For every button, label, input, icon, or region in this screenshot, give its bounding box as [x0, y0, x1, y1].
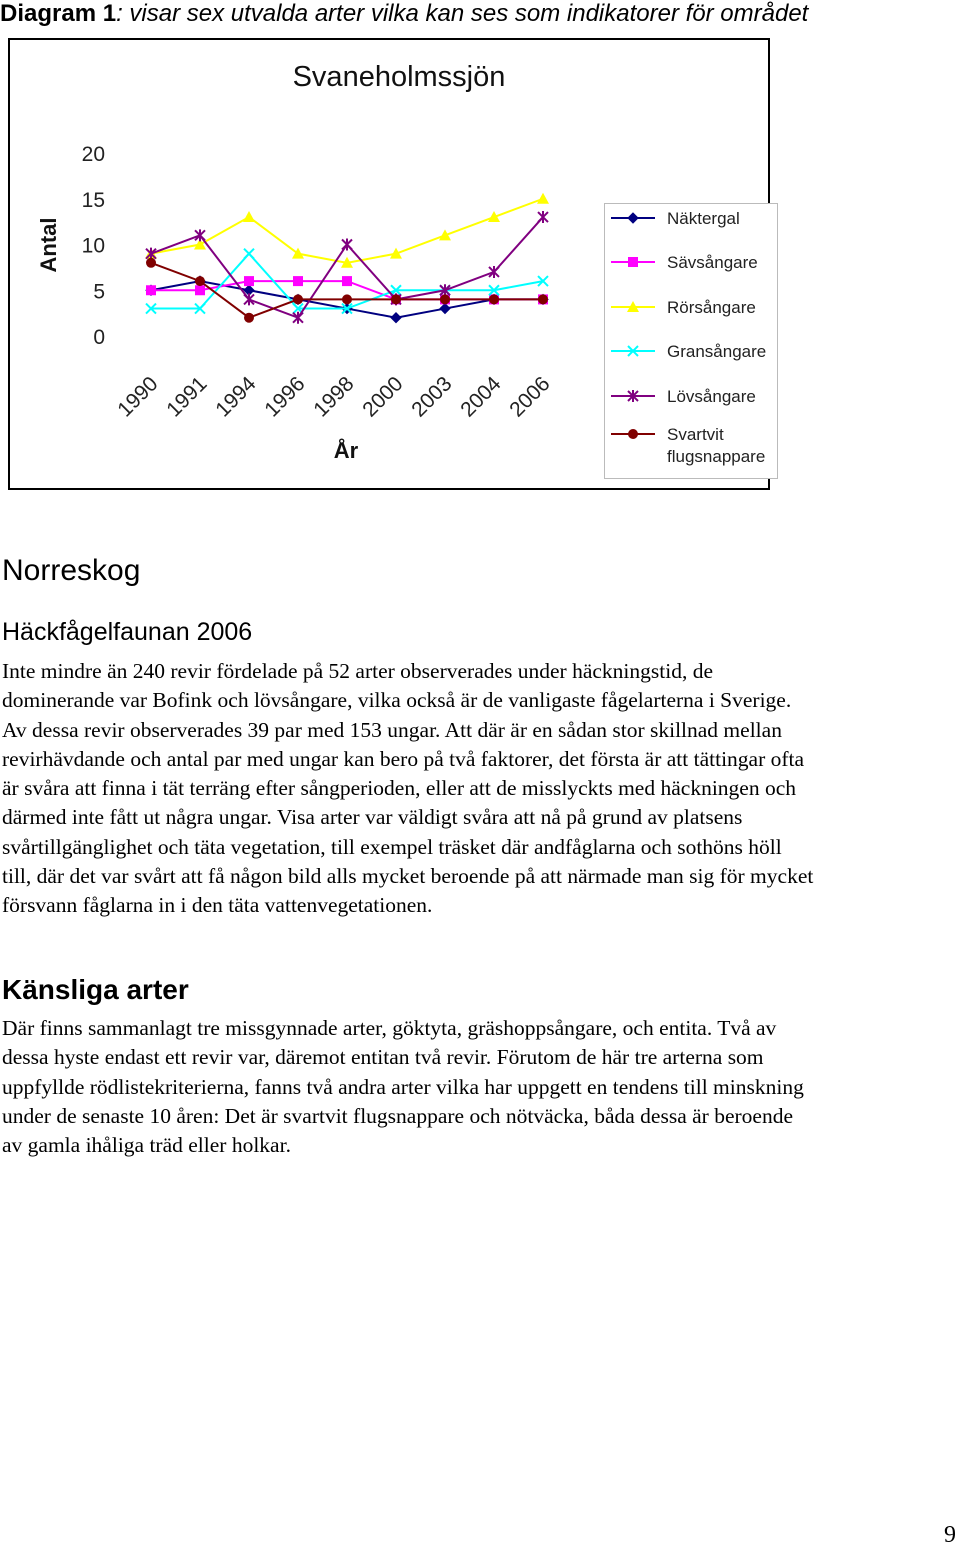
paragraph-line: till, där det var svårt att få någon bild alls mycket beroende på att närmade man sig för mycket — [2, 864, 814, 889]
paragraph-line: av gamla ihåliga träd eller holkar. — [2, 1133, 291, 1158]
data-point — [390, 248, 402, 259]
x-tick-label: 2006 — [505, 372, 555, 422]
y-tick-label: 5 — [93, 280, 105, 304]
y-tick-label: 10 — [81, 234, 105, 258]
data-point — [538, 294, 548, 304]
series-line — [151, 199, 543, 263]
chart-title: Svaneholmssjön — [292, 61, 506, 93]
caption-label: Diagram 1 — [0, 0, 117, 27]
paragraph-line: dessa hyste endast ett revir var, däremot entitan två revir. Förutom de här tre arterna som — [2, 1045, 764, 1070]
data-point — [342, 276, 352, 286]
section-subtitle: Häckfågelfaunan 2006 — [2, 618, 253, 646]
legend-label: Näktergal — [667, 209, 740, 228]
legend-marker — [611, 208, 655, 228]
legend-symbol — [628, 429, 638, 439]
x-tick-label: 1994 — [211, 372, 261, 422]
chart-frame — [8, 38, 770, 490]
figure-caption — [0, 0, 808, 28]
paragraph-line: under de senaste 10 åren: Det är svartvit flugsnappare och nötväcka, båda dessa är beroende — [2, 1103, 793, 1128]
data-point — [293, 294, 303, 304]
y-axis-label: Antal — [36, 217, 61, 273]
legend-marker — [611, 297, 655, 317]
y-tick-label: 0 — [93, 326, 105, 349]
paragraph-norreskog — [2, 657, 960, 921]
data-point — [537, 193, 549, 204]
paragraph-line: Där finns sammanlagt tre missgynnade arter, göktyta, gräshoppsångare, och entita. Två av — [2, 1016, 777, 1040]
data-point — [489, 266, 499, 278]
legend-label: Lövsångare — [667, 387, 756, 406]
legend-label: Gransångare — [667, 342, 767, 361]
data-point — [391, 313, 401, 323]
legend-marker — [611, 341, 655, 361]
paragraph-line: Inte mindre än 240 revir fördelade på 52 arter observerades under häckningstid, de — [2, 659, 714, 683]
legend-symbol — [628, 257, 638, 267]
series-3 — [145, 193, 549, 268]
y-tick-label: 20 — [81, 143, 105, 166]
paragraph-line: därmed inte fått ut några ungar. Visa arter var väldigt svåra att nå på grund av platsens — [2, 805, 743, 830]
data-point — [244, 249, 254, 259]
data-point — [195, 229, 205, 241]
legend-label: Svartvit flugsnappare — [667, 425, 766, 466]
legend-marker — [611, 252, 655, 272]
data-point — [146, 285, 156, 295]
paragraph-line: Av dessa revir observerades 39 par med 153 ungar. Att där är en sådan stor skillnad mellan — [2, 717, 782, 742]
section-title-kansliga: Känsliga arter — [2, 974, 189, 1005]
x-tick-label: 2000 — [358, 372, 408, 422]
caption-text: : visar sex utvalda arter vilka kan ses som indikatorer för området — [116, 0, 809, 27]
legend-label: Rörsångare — [667, 298, 756, 317]
data-point — [391, 294, 401, 304]
paragraph-line: är svåra att finna i tät terräng efter sångperioden, eller att de misslyckts med häckningen och — [2, 776, 796, 801]
legend-marker — [611, 424, 655, 444]
x-tick-label: 1991 — [162, 372, 212, 422]
data-point — [244, 276, 254, 286]
legend-label: Sävsångare — [667, 253, 758, 272]
paragraph-line: revirhävdande och antal par med ungar kan bero på två faktorer, det första är att tättingar ofta — [2, 746, 805, 771]
data-point — [243, 211, 255, 222]
paragraph-line: försvann fåglarna in i den täta vattenvegetationen. — [2, 893, 433, 918]
x-tick-label: 1996 — [260, 372, 310, 422]
data-point — [440, 294, 450, 304]
legend-symbol — [628, 213, 638, 223]
data-point — [489, 294, 499, 304]
page-number: 9 — [944, 1522, 956, 1548]
x-tick-label: 2004 — [456, 372, 506, 422]
data-point — [195, 276, 205, 286]
chart-legend — [604, 203, 778, 479]
data-point — [195, 285, 205, 295]
paragraph-line: uppfyllde rödlistekriterierna, fanns två andra arter vilka har uppgett en tendens till minskning — [2, 1074, 804, 1099]
x-tick-label: 2003 — [407, 372, 457, 422]
data-point — [293, 312, 303, 324]
paragraph-line: svårtillgänglighet och täta vegetation, till exempel träsket där andfåglarna och sothöns höll — [2, 834, 782, 859]
data-point — [146, 258, 156, 268]
paragraph-kansliga — [2, 1014, 960, 1160]
x-tick-label: 1990 — [113, 372, 163, 422]
paragraph-line: dominerande var Bofink och lövsångare, vilka också är de vanligaste fågelarterna i Sverige. — [2, 688, 792, 713]
x-tick-label: 1998 — [309, 372, 359, 422]
legend-marker — [611, 386, 655, 406]
data-point — [488, 211, 500, 222]
data-point — [342, 239, 352, 251]
data-point — [439, 229, 451, 240]
data-point — [342, 294, 352, 304]
data-point — [244, 313, 254, 323]
data-point — [293, 276, 303, 286]
data-point — [244, 293, 254, 305]
x-axis-label: År — [333, 438, 359, 463]
y-tick-label: 15 — [81, 188, 105, 212]
section-title-norreskog: Norreskog — [2, 554, 141, 587]
data-point — [538, 211, 548, 223]
data-point — [440, 304, 450, 314]
